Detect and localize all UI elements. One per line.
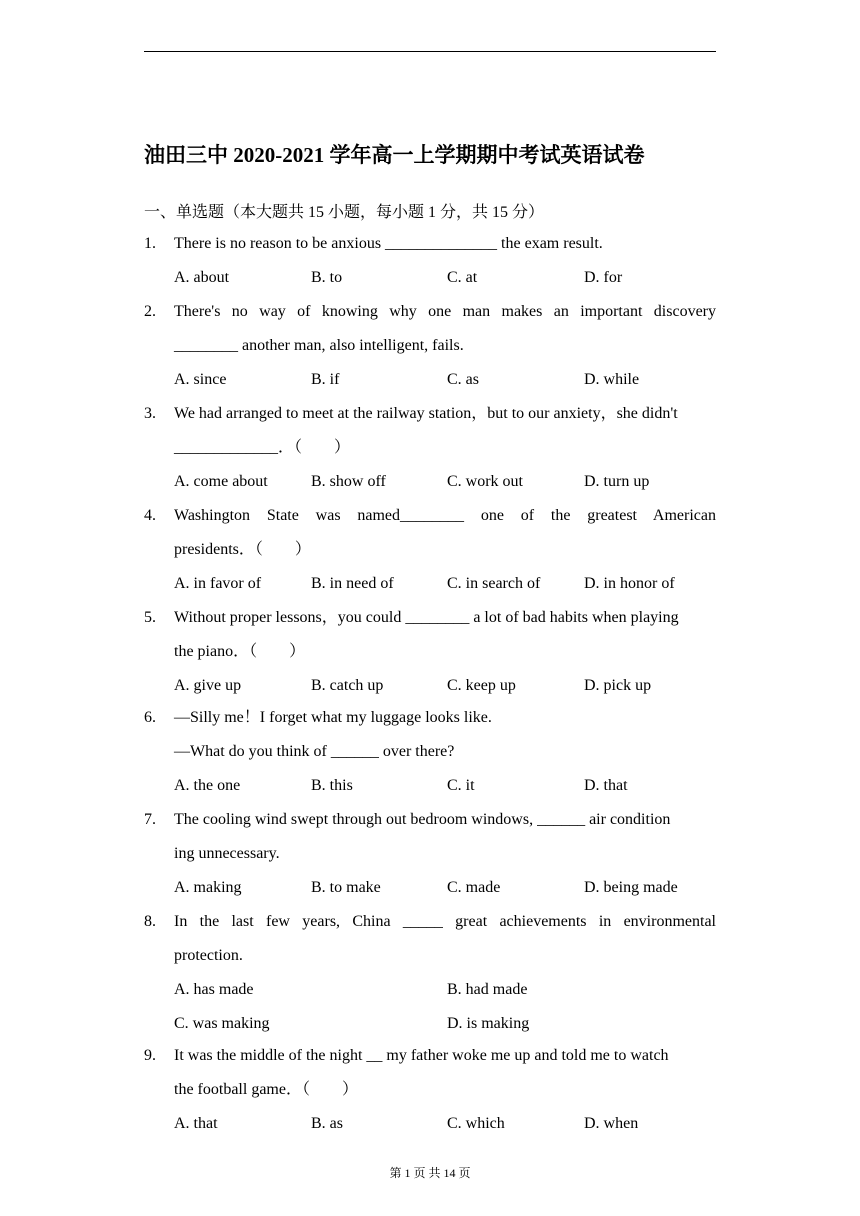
question-text: In the last few years, China _____ great achievements in environmental xyxy=(174,913,716,930)
question-number: 9. xyxy=(144,1047,156,1064)
question-number: 6. xyxy=(144,709,156,726)
question-text: —Silly me！I forget what my luggage looks like. xyxy=(174,709,492,726)
option-a: A. about xyxy=(174,269,230,286)
option-c: C. in search of xyxy=(447,575,541,592)
option-d: D. when xyxy=(584,1115,639,1132)
option-d: D. pick up xyxy=(584,677,652,694)
option-c: C. was making xyxy=(174,1015,270,1032)
option-b: B. as xyxy=(311,1115,343,1132)
question-text: ing unnecessary. xyxy=(174,845,280,862)
question-text: The cooling wind swept through out bedroom windows, ______ air condition xyxy=(174,811,671,828)
question-text: protection. xyxy=(174,947,243,964)
question-number: 7. xyxy=(144,811,156,828)
option-a: A. give up xyxy=(174,677,242,694)
question-text: —What do you think of ______ over there? xyxy=(174,743,455,760)
question-text: _____________．（ ） xyxy=(174,439,351,456)
option-d: D. turn up xyxy=(584,473,650,490)
option-a: A. since xyxy=(174,371,227,388)
question-text: There is no reason to be anxious ______________ the exam result. xyxy=(174,235,603,252)
page-footer: 第 1 页 共 14 页 xyxy=(389,1166,471,1180)
option-c: C. it xyxy=(447,777,475,794)
option-a: A. in favor of xyxy=(174,575,262,592)
question-number: 8. xyxy=(144,913,156,930)
option-b: B. show off xyxy=(311,473,386,490)
option-b: B. to make xyxy=(311,879,381,896)
option-c: C. keep up xyxy=(447,677,516,694)
header-rule xyxy=(144,51,716,52)
option-b: B. had made xyxy=(447,981,528,998)
option-a: A. making xyxy=(174,879,242,896)
option-b: B. to xyxy=(311,269,343,286)
question-number: 3. xyxy=(144,405,156,422)
question-text: ________ another man, also intelligent, fails. xyxy=(174,337,464,354)
option-a: A. the one xyxy=(174,777,241,794)
option-a: A. come about xyxy=(174,473,268,490)
option-c: C. work out xyxy=(447,473,523,490)
question-number: 4. xyxy=(144,507,156,524)
option-d: D. that xyxy=(584,777,628,794)
question-number: 2. xyxy=(144,303,156,320)
question-number: 1. xyxy=(144,235,156,252)
option-c: C. which xyxy=(447,1115,505,1132)
page-title: 油田三中 2020-2021 学年高一上学期期中考试英语试卷 xyxy=(144,143,645,167)
option-b: B. this xyxy=(311,777,353,794)
option-d: D. while xyxy=(584,371,640,388)
question-text: presidents．（ ） xyxy=(174,541,311,558)
option-d: D. for xyxy=(584,269,623,286)
option-d: D. being made xyxy=(584,879,678,896)
question-text: We had arranged to meet at the railway station，but to our anxiety，she didn't xyxy=(174,405,678,422)
option-b: B. catch up xyxy=(311,677,384,694)
question-text: Washington State was named________ one of the greatest American xyxy=(174,507,716,524)
option-c: C. at xyxy=(447,269,478,286)
option-b: B. if xyxy=(311,371,340,388)
option-b: B. in need of xyxy=(311,575,394,592)
option-a: A. has made xyxy=(174,981,254,998)
option-c: C. made xyxy=(447,879,501,896)
question-text: There's no way of knowing why one man makes an important discovery xyxy=(174,303,716,320)
question-text: the piano．（ ） xyxy=(174,643,306,660)
option-d: D. is making xyxy=(447,1015,530,1032)
question-text: It was the middle of the night __ my father woke me up and told me to watch xyxy=(174,1047,669,1064)
question-text: Without proper lessons，you could ________ a lot of bad habits when playing xyxy=(174,609,679,626)
question-text: the football game．（ ） xyxy=(174,1081,358,1098)
option-c: C. as xyxy=(447,371,479,388)
question-number: 5. xyxy=(144,609,156,626)
option-d: D. in honor of xyxy=(584,575,675,592)
option-a: A. that xyxy=(174,1115,218,1132)
section-heading: 一、单选题（本大题共 15 小题，每小题 1 分，共 15 分） xyxy=(144,204,545,221)
